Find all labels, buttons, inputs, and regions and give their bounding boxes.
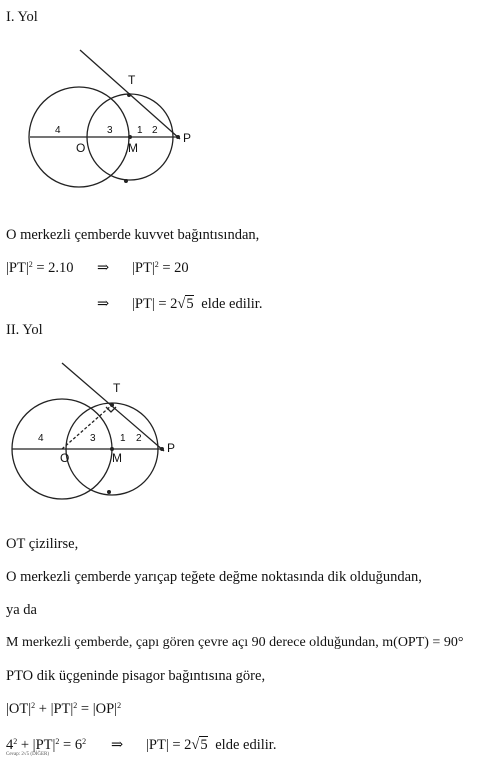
equation-4-right: |PT| = 2√5 elde edilir. (146, 737, 277, 753)
label-t-2: T (113, 381, 121, 395)
text-pisagor: PTO dik üçgeninde pisagor bağıntısına göre, (6, 668, 266, 684)
equation-4: $4^2 + |PT|^2 = 6^2$ (6, 737, 87, 753)
label-o-2: O (60, 451, 70, 465)
text-yaricap: O merkezli çemberde yarıçap teğete değme noktasında dik olduğundan, (6, 569, 422, 585)
text-kuvvet: O merkezli çemberde kuvvet bağıntısından, (6, 227, 260, 243)
equation-3: $|OT|^2 + |PT|^2 = |OP|^2$ (6, 701, 122, 717)
text-m-merkezli: M merkezli çemberde, çapı gören çevre açı 90 derece olduğundan, m(OPT) = 90° (6, 635, 464, 650)
heading-yol-2: II. Yol (6, 322, 43, 338)
footer-faint-text: Cevap: 2√5 (DİĞER) (6, 752, 50, 757)
heading-yol-1: I. Yol (6, 9, 38, 25)
label-1: 1 (137, 125, 143, 136)
label-3-2: 3 (90, 433, 96, 444)
point-bottom-2 (107, 490, 111, 494)
label-2: 2 (152, 125, 158, 136)
label-p: P (183, 131, 192, 145)
label-p-2: P (167, 441, 176, 455)
equation-1: $|PT|^2 = 2.10$ (6, 260, 74, 276)
label-o: O (76, 141, 86, 155)
label-t: T (128, 73, 136, 87)
label-4: 4 (55, 125, 61, 136)
point-t (127, 93, 131, 97)
point-p (176, 135, 180, 139)
point-t-2 (110, 403, 114, 407)
arrow-1: ⇒ (97, 260, 110, 276)
point-m (128, 135, 132, 139)
diagram-1 (0, 40, 200, 220)
label-m: M (128, 141, 138, 155)
tangent-pt-2 (62, 363, 164, 451)
arrow-3: ⇒ (111, 737, 124, 753)
text-ot: OT çizilirse, (6, 536, 79, 552)
arrow-2: ⇒ (97, 296, 110, 312)
label-m-2: M (112, 451, 122, 465)
label-2-2: 2 (136, 433, 142, 444)
label-3: 3 (107, 125, 113, 136)
point-bottom (124, 179, 128, 183)
label-1-2: 1 (120, 433, 126, 444)
label-4-2: 4 (38, 433, 44, 444)
text-ya-da: ya da (6, 602, 37, 618)
point-p-2 (160, 447, 164, 451)
segment-ot (62, 405, 112, 449)
equation-1-right: $|PT|^2 = 20$ (132, 260, 189, 276)
equation-2: |PT| = 2√5 elde edilir. (132, 296, 263, 312)
